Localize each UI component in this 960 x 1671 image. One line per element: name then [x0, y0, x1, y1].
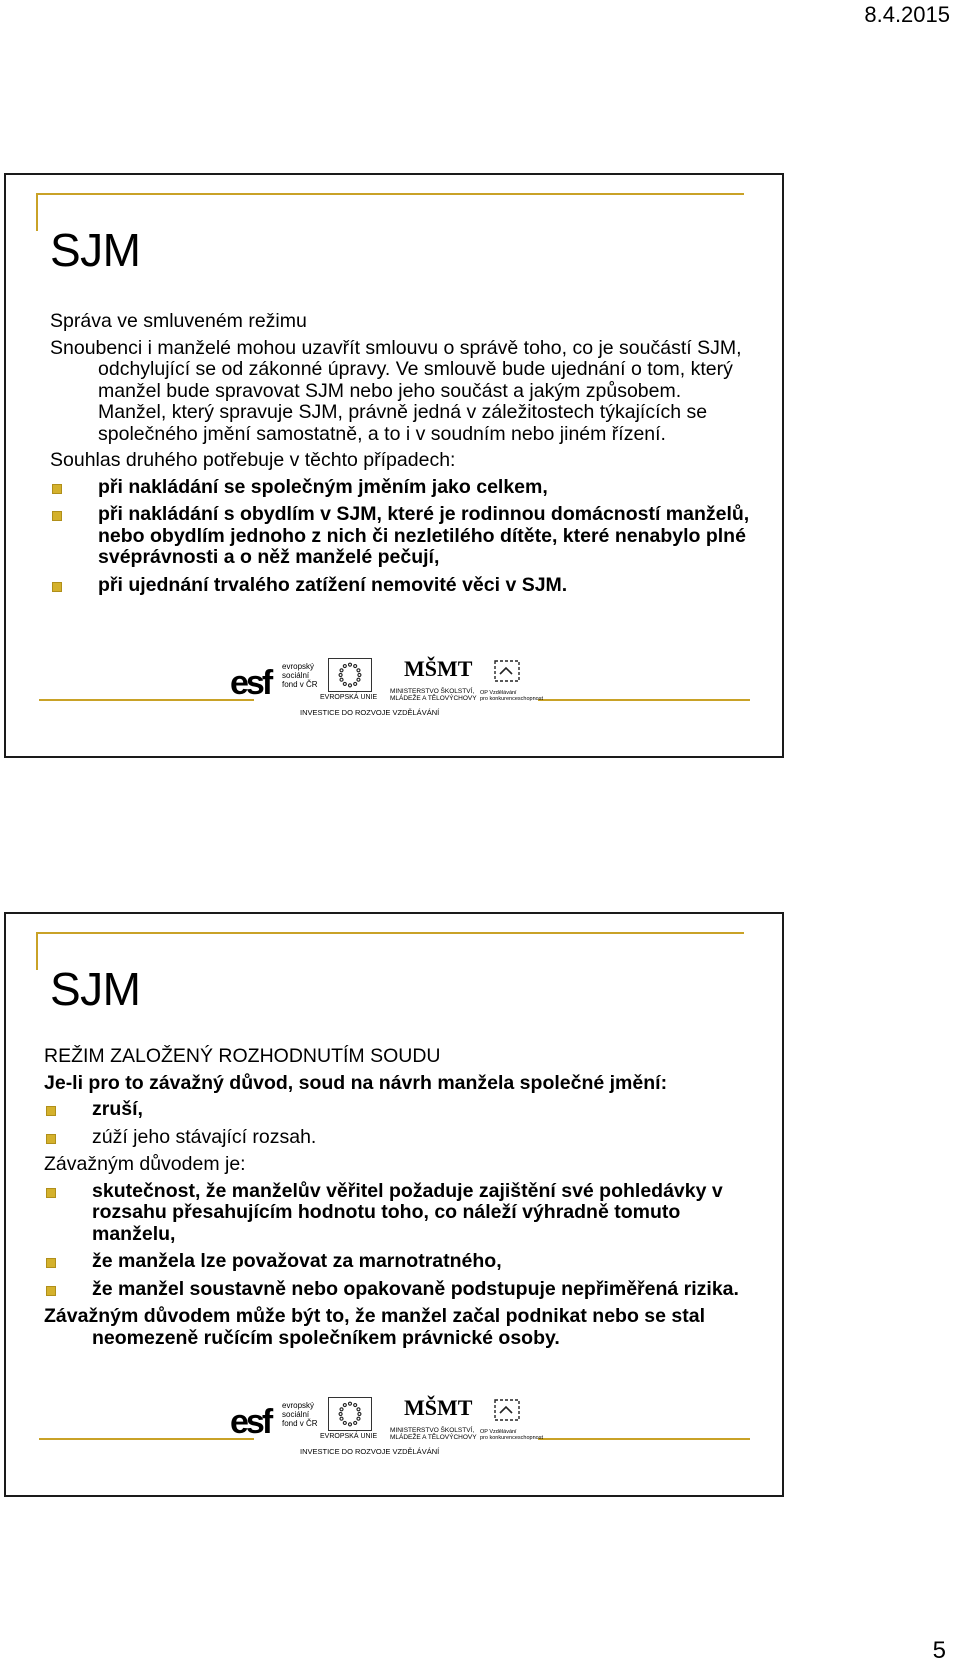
- msmt-mark: MŠMT: [404, 656, 473, 681]
- decor-bottom-right-line: [538, 699, 750, 701]
- page-number: 5: [932, 1637, 946, 1664]
- square-bullet-icon: [46, 1188, 56, 1198]
- paragraph: Závažným důvodem může být to, že manžel začal podnikat nebo se stal neomezeně ručícím společníkem právnické osoby.: [44, 1305, 706, 1349]
- square-bullet-icon: [46, 1134, 56, 1144]
- section-heading: Správa ve smluveném režimu: [50, 310, 307, 332]
- page-date: 8.4.2015: [864, 2, 950, 27]
- op-logo: OP Vzdělávání pro konkurenceschopnost: [480, 1397, 544, 1441]
- slide-title: SJM: [50, 963, 141, 1015]
- eu-flag-icon: [328, 1397, 372, 1431]
- op-logo: OP Vzdělávání pro konkurenceschopnost: [480, 658, 544, 702]
- funding-logos: esf evropský sociální fond v ČR EVROPSKÁ UNIE MŠMT MINISTERSTVO ŠKOLSTVÍ, MLÁDEŽE A TĚLOVÝCHOVY OP Vzdělávání pro konkurenceschopnost INVESTICE DO ROZVOJE VZDĚLÁVÁNÍ: [230, 1395, 543, 1456]
- list-item: skutečnost, že manželův věřitel požaduje zajištění své pohledávky v rozsahu přesahujícím hodnotu toho, co náleží výhradně tomuto manželu,: [44, 1181, 744, 1246]
- slide-2: [4, 912, 784, 1497]
- funding-logos: esf evropský sociální fond v ČR EVROPSKÁ UNIE MŠMT MINISTERSTVO ŠKOLSTVÍ, MLÁDEŽE A TĚLOVÝCHOVY OP Vzdělávání pro konkurenceschopnost INVESTICE DO ROZVOJE VZDĚLÁVÁNÍ: [230, 656, 543, 717]
- paragraph: Je-li pro to závažný důvod, soud na návrh manžela společné jmění:: [44, 1071, 668, 1094]
- esf-mark: esf: [230, 1403, 271, 1441]
- decor-bottom-right-line: [538, 1438, 750, 1440]
- bullet-list: [44, 1099, 744, 1148]
- section-heading: Souhlas druhého potřebuje v těchto případech:: [50, 449, 456, 471]
- bullet-list: [50, 477, 750, 597]
- paragraph: Snoubenci i manželé mohou uzavřít smlouvu o správě toho, co je součástí SJM, odchylující se od zákonné úpravy. Ve smlouvě bude ujednání o tom, který manžel bude spravovat SJM nebo jeho součást a jakým způsobem. Manžel, který spravuje SJM, právně jedná v záležitostech týkajících se společného jmění samostatně, a to i v soudním nebo jiném řízení.: [50, 336, 742, 445]
- slide-1: [4, 173, 784, 758]
- square-bullet-icon: [52, 511, 62, 521]
- list-item: zúží jeho stávající rozsah.: [44, 1127, 744, 1149]
- list-item: zruší,: [44, 1099, 744, 1121]
- slide-content: [50, 311, 750, 602]
- eu-logo: EVROPSKÁ UNIE: [320, 1397, 380, 1441]
- square-bullet-icon: [52, 484, 62, 494]
- bullet-list: [44, 1181, 744, 1301]
- square-bullet-icon: [46, 1286, 56, 1296]
- eu-logo: EVROPSKÁ UNIE: [320, 658, 380, 702]
- slide-title: SJM: [50, 224, 141, 276]
- msmt-mark: MŠMT: [404, 1395, 473, 1420]
- esf-logo: esf evropský sociální fond v ČR: [230, 1401, 318, 1441]
- square-bullet-icon: [46, 1106, 56, 1116]
- list-item: při nakládání s obydlím v SJM, které je rodinnou domácností manželů, nebo obydlím jednoho z nich či nezletilého dítěte, které nenabylo plné svéprávnosti a o něž manželé pečují,: [50, 504, 750, 569]
- decor-left-line: [36, 193, 38, 231]
- decor-top-line: [36, 193, 744, 195]
- msmt-logo: MŠMT MINISTERSTVO ŠKOLSTVÍ, MLÁDEŽE A TĚLOVÝCHOVY: [390, 1395, 477, 1441]
- eu-flag-icon: [328, 658, 372, 692]
- square-bullet-icon: [46, 1258, 56, 1268]
- list-item: při ujednání trvalého zatížení nemovité věci v SJM.: [50, 575, 750, 597]
- section-heading: REŽIM ZALOŽENÝ ROZHODNUTÍM SOUDU: [44, 1045, 441, 1067]
- esf-logo: esf evropský sociální fond v ČR: [230, 662, 318, 702]
- list-item: že manžela lze považovat za marnotratného,: [44, 1251, 744, 1273]
- slide-content: [44, 1046, 744, 1354]
- op-vk-icon: [492, 1397, 522, 1423]
- decor-bottom-left-line: [39, 699, 254, 701]
- list-item: při nakládání se společným jměním jako celkem,: [50, 477, 750, 499]
- decor-bottom-left-line: [39, 1438, 254, 1440]
- esf-mark: esf: [230, 664, 271, 702]
- section-heading: Závažným důvodem je:: [44, 1153, 246, 1175]
- decor-left-line: [36, 932, 38, 970]
- op-vk-icon: [492, 658, 522, 684]
- decor-top-line: [36, 932, 744, 934]
- square-bullet-icon: [52, 582, 62, 592]
- msmt-logo: MŠMT MINISTERSTVO ŠKOLSTVÍ, MLÁDEŽE A TĚLOVÝCHOVY: [390, 656, 477, 702]
- list-item: že manžel soustavně nebo opakovaně podstupuje nepřiměřená rizika.: [44, 1279, 744, 1301]
